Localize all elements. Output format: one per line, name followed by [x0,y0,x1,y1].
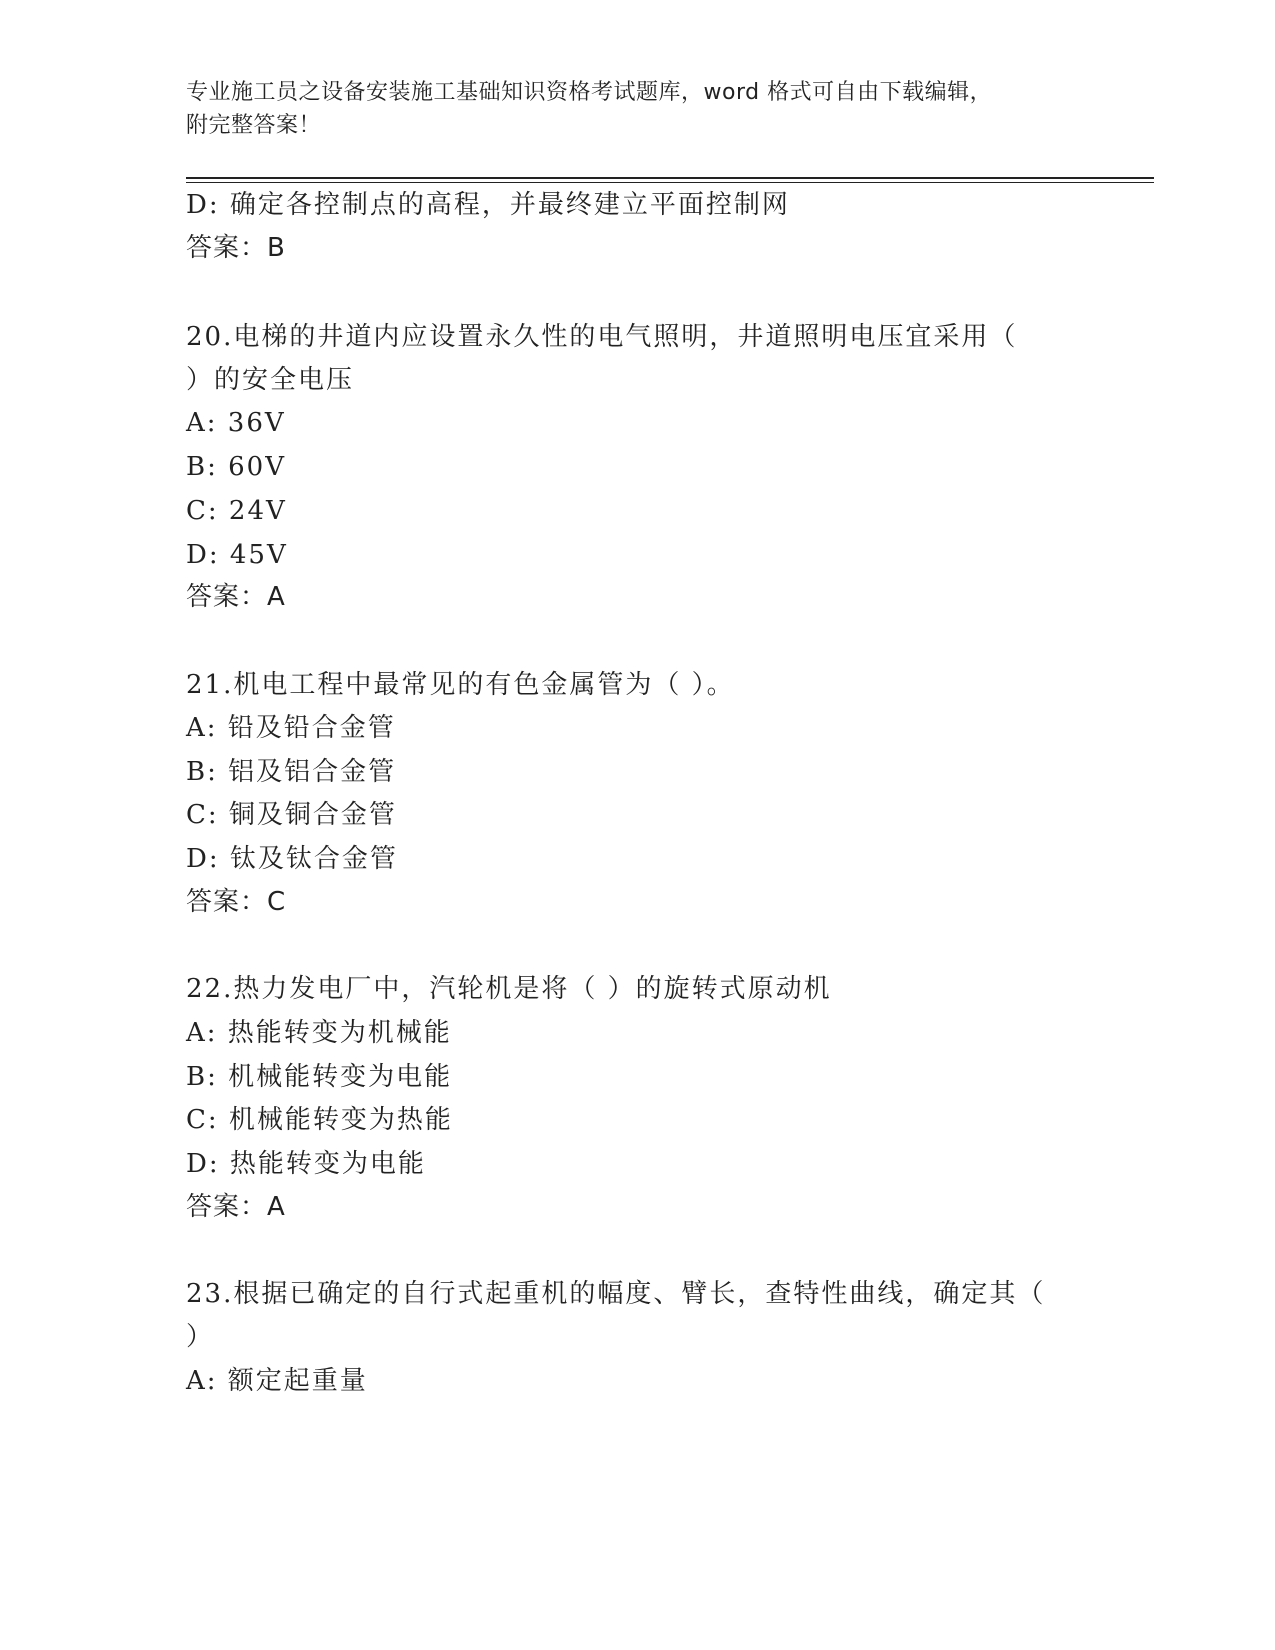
header-divider-thin [186,182,1154,183]
q23-option-a: A: 额定起重量 [186,1366,368,1396]
q23-stem-line-1: 23.根据已确定的自行式起重机的幅度、臂长，查特性曲线，确定其（ [186,1279,1046,1309]
q20-answer: 答案：A [186,582,286,612]
q20-stem-line-2: ）的安全电压 [186,365,355,395]
q22-answer: 答案：A [186,1192,286,1222]
q21-option-a: A: 铅及铅合金管 [186,713,396,743]
q22-option-c: C: 机械能转变为热能 [186,1105,453,1135]
header-divider-thick [186,177,1154,179]
q22-option-a: A: 热能转变为机械能 [186,1018,452,1048]
q21-answer: 答案：C [186,887,287,917]
q22-stem-line-1: 22.热力发电厂中，汽轮机是将（ ）的旋转式原动机 [186,974,832,1004]
q20-option-c: C: 24V [186,496,287,526]
q20-option-b: B: 60V [186,452,286,482]
q20-stem-line-1: 20.电梯的井道内应设置永久性的电气照明，井道照明电压宜采用（ [186,322,1018,352]
q22-option-d: D: 热能转变为电能 [186,1149,426,1179]
q20-option-d: D: 45V [186,540,288,570]
header-line-2: 附完整答案！ [186,113,322,138]
q21-option-d: D: 钛及钛合金管 [186,844,398,874]
prev-answer: 答案：B [186,233,286,263]
q23-stem-line-2: ） [186,1322,215,1352]
header-line-1: 专业施工员之设备安装施工基础知识资格考试题库，word 格式可自由下载编辑， [186,80,993,105]
prev-option-d: D: 确定各控制点的高程，并最终建立平面控制网 [186,190,790,220]
document-header [186,76,1086,142]
q21-stem-line-1: 21.机电工程中最常见的有色金属管为（ ）。 [186,670,735,700]
q22-option-b: B: 机械能转变为电能 [186,1062,453,1092]
q20-option-a: A: 36V [186,408,286,438]
q21-option-b: B: 铝及铝合金管 [186,757,397,787]
q21-option-c: C: 铜及铜合金管 [186,800,397,830]
